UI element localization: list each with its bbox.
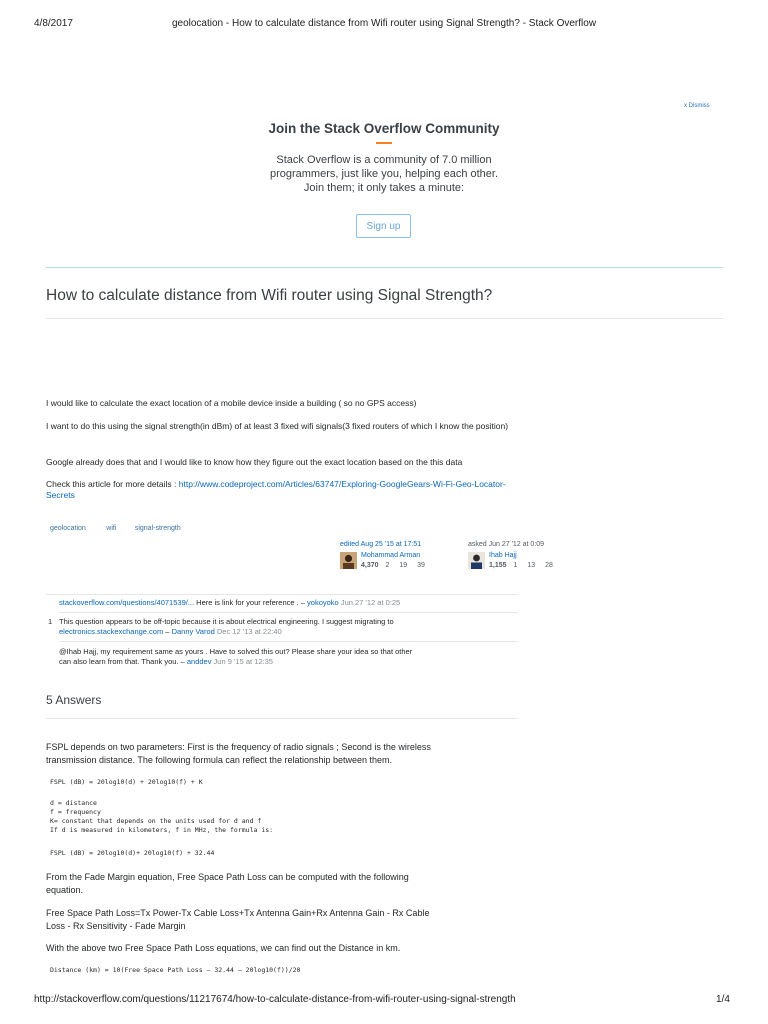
- banner-text-line: programmers, just like you, helping each other.: [269, 168, 499, 180]
- tag-list: [50, 517, 181, 535]
- editor-card: [340, 541, 425, 569]
- comment-item: [59, 617, 519, 637]
- title-divider: [46, 318, 723, 319]
- banner-divider: [46, 267, 723, 268]
- print-page-number: 1/4: [716, 994, 730, 1005]
- asker-avatar[interactable]: [468, 552, 485, 569]
- comment-user[interactable]: yokoyoko: [307, 598, 339, 607]
- comment-text: @Ihab Hajj, my requirement same as yours . Have to solved this out? Please share your idea so that other: [59, 647, 413, 656]
- link-prefix: Check this article for more details :: [46, 479, 179, 489]
- comment-separator: –: [163, 627, 172, 636]
- answer-code: d = distance f = frequency K= constant that depends on the units used for d and f If d is measured in kilometers, f in MHz, the formula is:: [50, 799, 274, 834]
- banner-title: Join the Stack Overflow Community: [268, 121, 500, 136]
- comment-divider: [59, 641, 518, 642]
- editor-avatar[interactable]: [340, 552, 357, 569]
- comment-date: Jun 27 '12 at 0:25: [338, 598, 401, 607]
- codeproject-link[interactable]: http://www.codeproject.com/Articles/63747/Exploring-GoogleGears-Wi-Fi-Geo-Locator-Secrets: [46, 479, 506, 500]
- editor-gold-badges: 2: [385, 562, 390, 569]
- answers-divider: [46, 718, 518, 719]
- answer-code: Distance (km) = 10(Free Space Path Loss – 32.44 – 20log10(f))/20: [50, 966, 301, 974]
- comment-text: This question appears to be off-topic because it is about electrical engineering. I suggest migrating to: [59, 617, 394, 626]
- print-date: 4/8/2017: [34, 18, 73, 29]
- banner-text: [234, 153, 534, 195]
- answer-code: FSPL (dB) = 20log10(d) + 20log10(f) + K: [50, 778, 203, 786]
- question-paragraph-link: [46, 479, 526, 501]
- asker-reputation: 1,155: [489, 562, 507, 569]
- sign-up-button[interactable]: Sign up: [356, 214, 411, 238]
- editor-name[interactable]: Mohammad Arman: [361, 552, 421, 559]
- answer-code: FSPL (dB) = 20log10(d)+ 20log10(f) + 32.44: [50, 849, 215, 857]
- asker-silver-badges: 13: [527, 562, 536, 569]
- comment-user[interactable]: anddev: [186, 657, 212, 666]
- tag-geolocation[interactable]: geolocation: [50, 525, 86, 532]
- editor-reputation: 4,370: [361, 562, 379, 569]
- comment-text: can also learn from that. Thank you. –: [59, 657, 187, 666]
- question-paragraph: Google already does that and I would like to know how they figure out the exact location based on the this data: [46, 457, 463, 467]
- print-url: http://stackoverflow.com/questions/11217674/how-to-calculate-distance-from-wifi-router-using-signal-strength: [34, 994, 516, 1005]
- editor-bronze-badges: 39: [417, 562, 425, 569]
- question-paragraph: I want to do this using the signal strength(in dBm) of at least 3 fixed wifi signals(3 fixed routers of which I know the position): [46, 421, 509, 431]
- banner-text-line: Join them; it only takes a minute:: [303, 182, 465, 194]
- banner-text-line: Stack Overflow is a community of 7.0 million: [276, 154, 492, 166]
- edited-date-link[interactable]: edited Aug 25 '15 at 17:51: [340, 541, 422, 548]
- asker-gold-badges: 1: [513, 562, 518, 569]
- editor-silver-badges: 19: [399, 562, 408, 569]
- asker-name[interactable]: Ihab Hajj: [489, 552, 517, 559]
- dismiss-link[interactable]: x Dismiss: [684, 103, 710, 109]
- comment-link[interactable]: electronics.stackexchange.com: [59, 627, 164, 636]
- asker-bronze-badges: 28: [545, 562, 553, 569]
- answer-paragraph: Free Space Path Loss=Tx Power-Tx Cable Loss+Tx Antenna Gain+Rx Antenna Gain - Rx Cable Loss - Rx Sensitivity - Fade Margin: [46, 908, 430, 931]
- comment-item: [59, 598, 519, 608]
- answer-paragraph: FSPL depends on two parameters: First is the frequency of radio signals ; Second is the wireless transmission distance. The following formula can reflect the relationship between them.: [46, 742, 431, 765]
- question-paragraph: I would like to calculate the exact location of a mobile device inside a building ( so no GPS access): [46, 398, 417, 408]
- comment-text: Here is link for your reference . –: [194, 598, 308, 607]
- comment-date: Jun 9 '15 at 12:35: [211, 657, 273, 666]
- print-title: geolocation - How to calculate distance from Wifi router using Signal Strength? - Stack Overflow: [171, 18, 597, 29]
- answer-paragraph: From the Fade Margin equation, Free Space Path Loss can be computed with the following equation.: [46, 872, 409, 895]
- question-title[interactable]: How to calculate distance from Wifi router using Signal Strength?: [46, 287, 493, 304]
- comment-link[interactable]: stackoverflow.com/questions/4071539/...: [59, 598, 195, 607]
- asked-date: asked Jun 27 '12 at 0:09: [468, 541, 545, 548]
- editor-stats: [361, 562, 425, 569]
- comment-user[interactable]: Danny Varod: [171, 627, 215, 636]
- tag-wifi[interactable]: wifi: [106, 525, 117, 532]
- banner-accent-bar: [376, 142, 392, 144]
- answers-heading: 5 Answers: [46, 693, 102, 707]
- comment-date: Dec 12 '13 at 22:40: [214, 627, 282, 636]
- comment-divider: [46, 594, 518, 595]
- comment-divider: [59, 612, 518, 613]
- answer-paragraph: With the above two Free Space Path Loss equations, we can find out the Distance in km.: [46, 943, 401, 953]
- comment-score: 1: [48, 617, 53, 626]
- asker-stats: [489, 562, 553, 569]
- tag-signal-strength[interactable]: signal-strength: [134, 525, 181, 532]
- comment-item: [59, 647, 519, 667]
- asker-card: [468, 541, 553, 569]
